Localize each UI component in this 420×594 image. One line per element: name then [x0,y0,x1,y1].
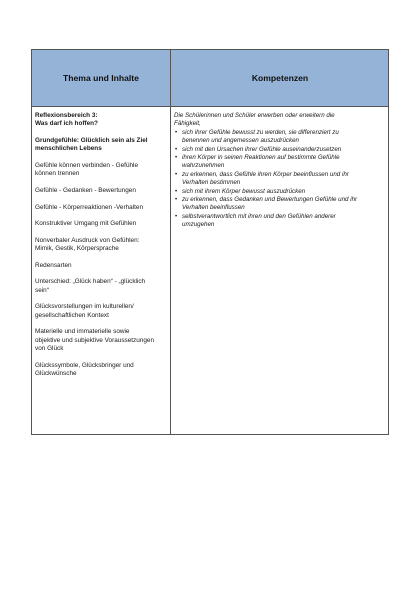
topic-item-line: objektive und subjektive Voraussetzungen [35,336,155,344]
competency-item-line: ihren Körper in seinen Reaktionen auf bestimmte Gefühle [182,154,340,162]
competency-item-line: umzugehen [182,221,215,229]
title-line: Reflexionsbereich 3: [35,112,98,119]
competency-item [174,171,386,188]
topic-list [35,162,167,379]
topics-column [35,112,167,387]
competency-item [174,129,386,146]
topic-item-line: Glückssymbole, Glücksbringer und [35,361,134,369]
topic-item-line: Glückwünsche [35,370,77,378]
topic-item [35,204,167,212]
competency-list [174,129,386,230]
basic-feelings-heading [35,137,167,154]
topic-item [35,237,167,254]
competency-item [174,213,386,230]
competency-item [174,154,386,171]
competency-item [174,188,386,196]
curriculum-table [31,49,389,435]
topic-item-line: Mimik, Gestik, Körpersprache [35,245,119,253]
competency-item-line: Verhalten bestimmen [182,179,241,187]
topic-item [35,162,167,179]
topic-item-line: Konstruktiver Umgang mit Gefühlen [35,220,137,228]
topic-item-line: Unterschied: „Glück haben“ - „glücklich [35,278,146,286]
topic-item [35,303,167,320]
competency-item-line: sich mit ihrem Körper bewusst auszudrücken [182,187,306,195]
competency-item-line: sich ihrer Gefühle bewusst zu werden, sie differenziert zu [182,128,339,136]
topic-item-line: Redensarten [35,261,72,269]
competency-item-line: benennen und angemessen auszudrücken [182,137,299,145]
topic-item-line: Gefühle können verbinden - Gefühle [35,162,139,169]
competency-item-line: zu erkennen, dass Gefühle ihren Körper beeinflussen und ihr [182,170,349,178]
competencies-intro [174,112,386,129]
topic-item-line: Glücksvorstellungen im kulturellen/ [35,303,134,311]
topic-item [35,328,167,353]
topic-item-line: Gefühle - Körperreaktionen -Verhalten [35,203,143,211]
intro-line: Fähigkeit, [174,120,201,128]
topic-item-line: können trennen [35,170,80,178]
topic-item-line: sein“ [35,286,49,294]
intro-line: Die Schülerinnen und Schüler erwerben oder erweitern die [174,112,335,119]
reflection-area-title [35,112,167,129]
competency-item-line: wahrzunehmen [182,162,225,170]
topic-item [35,278,167,295]
competency-item-line: sich mit den Ursachen ihrer Gefühle auseinanderzusetzen [182,145,342,153]
topic-item-line: gesellschaftlichen Kontext [35,311,109,319]
competency-item [174,146,386,154]
topic-item-line: von Glück [35,345,64,353]
topic-item-line: Nonverbaler Ausdruck von Gefühlen: [35,236,140,244]
topic-item [35,262,167,270]
competency-item-line: Verhalten beeinflussen [182,204,245,212]
topic-item-line: Gefühle - Gedanken - Bewertungen [35,187,136,194]
competency-item [174,196,386,213]
heading-line: menschlichen Lebens [35,145,102,153]
competencies-column [174,112,386,230]
header-topics-and-contents: Thema und Inhalte [63,73,139,83]
header-competencies: Kompetenzen [251,73,309,83]
competency-item-line: zu erkennen, dass Gedanken und Bewertungen Gefühle und ihr [182,196,358,204]
heading-line: Grundgefühle: Glücklich sein als Ziel [35,137,148,144]
topic-item [35,220,167,228]
table-header-row [32,50,388,107]
topic-item [35,362,167,379]
topic-item-line: Materielle und immaterielle sowie [35,328,130,336]
column-divider [170,50,171,434]
competency-item-line: selbstverantwortlich mit ihren und den Gefühlen anderer [182,212,336,220]
topic-item [35,187,167,195]
title-line: Was darf ich hoffen? [35,120,98,128]
